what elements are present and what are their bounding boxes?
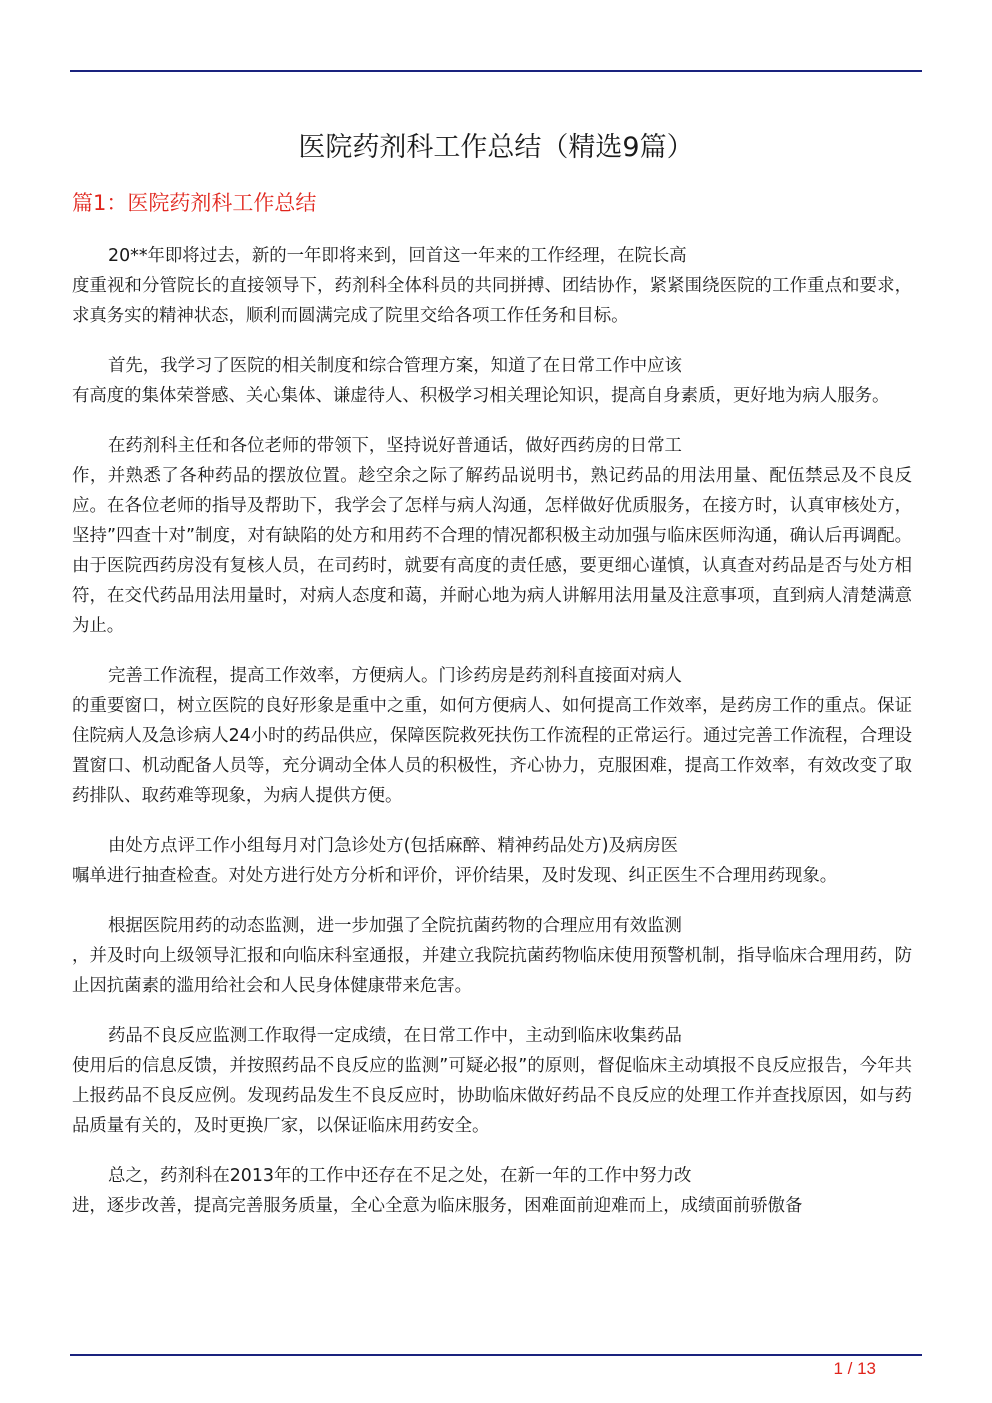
paragraph [72, 1021, 912, 1141]
paragraph [72, 911, 912, 1001]
paragraph-first-line: 由处方点评工作小组每月对门急诊处方(包括麻醉、精神药品处方)及病房医 [108, 836, 679, 856]
paragraph-text: 的重要窗口，树立医院的良好形象是重中之重，如何方便病人、如何提高工作效率，是药房工作的重点。保证住院病人及急诊病人24小时的药品供应，保障医院救死扶伤工作流程的正常运行。通过完善工作流程，合理设置窗口、机动配备人员等，充分调动全体人员的积极性，齐心协力，克服困难，提高工作效率，有效改变了取药排队、取药难等现象，为病人提供方便。 [72, 696, 912, 806]
paragraph-text: ，并及时向上级领导汇报和向临床科室通报，并建立我院抗菌药物临床使用预警机制，指导临床合理用药，防止因抗菌素的滥用给社会和人民身体健康带来危害。 [72, 946, 912, 996]
paragraph-first-line: 药品不良反应监测工作取得一定成绩，在日常工作中，主动到临床收集药品 [108, 1026, 682, 1046]
paragraph-first-line: 在药剂科主任和各位老师的带领下，坚持说好普通话，做好西药房的日常工 [108, 436, 682, 456]
paragraph [72, 1161, 912, 1221]
paragraph-first-line: 根据医院用药的动态监测，进一步加强了全院抗菌药物的合理应用有效监测 [108, 916, 682, 936]
paragraph-text: 进，逐步改善，提高完善服务质量，全心全意为临床服务，困难面前迎难而上，成绩面前骄傲备 [72, 1196, 803, 1216]
footer-rule [70, 1354, 922, 1356]
paragraph [72, 831, 912, 891]
document-title: 医院药剂科工作总结（精选9篇） [298, 132, 694, 163]
paragraph [72, 241, 912, 331]
paragraph-text: 作，并熟悉了各种药品的摆放位置。趁空余之际了解药品说明书，熟记药品的用法用量、配伍禁忌及不良反应。在各位老师的指导及帮助下，我学会了怎样与病人沟通，怎样做好优质服务，在接方时，认真审核处方，坚持”四查十对”制度，对有缺陷的处方和用药不合理的情况都积极主动加强与临床医师沟通，确认后再调配。由于医院西药房没有复核人员，在司药时，就要有高度的责任感，要更细心谨慎，认真查对药品是否与处方相符，在交代药品用法用量时，对病人态度和蔼，并耐心地为病人讲解用法用量及注意事项，直到病人清楚满意为止。 [72, 466, 912, 636]
page-number: 1 / 13 [833, 1359, 876, 1378]
paragraph-first-line: 总之，药剂科在2013年的工作中还存在不足之处，在新一年的工作中努力改 [108, 1166, 692, 1186]
paragraph-first-line: 首先，我学习了医院的相关制度和综合管理方案，知道了在日常工作中应该 [108, 356, 682, 376]
paragraph-first-line: 完善工作流程，提高工作效率，方便病人。门诊药房是药剂科直接面对病人 [108, 666, 682, 686]
document-body [72, 241, 912, 1241]
paragraph-text: 嘱单进行抽查检查。对处方进行处方分析和评价，评价结果，及时发现、纠正医生不合理用药现象。 [72, 866, 838, 886]
paragraph-text: 度重视和分管院长的直接领导下，药剂科全体科员的共同拼搏、团结协作，紧紧围绕医院的工作重点和要求，求真务实的精神状态，顺利而圆满完成了院里交给各项工作任务和目标。 [72, 276, 912, 326]
paragraph-text: 使用后的信息反馈，并按照药品不良反应的监测”可疑必报”的原则，督促临床主动填报不良反应报告，今年共上报药品不良反应例。发现药品发生不良反应时，协助临床做好药品不良反应的处理工作并查找原因，如与药品质量有关的，及时更换厂家，以保证临床用药安全。 [72, 1056, 912, 1136]
header-rule [70, 70, 922, 72]
section-heading: 篇1：医院药剂科工作总结 [72, 191, 317, 215]
paragraph-text: 有高度的集体荣誉感、关心集体、谦虚待人、积极学习相关理论知识，提高自身素质，更好地为病人服务。 [72, 386, 890, 406]
paragraph [72, 661, 912, 811]
paragraph [72, 351, 912, 411]
paragraph [72, 431, 912, 641]
paragraph-first-line: 20**年即将过去，新的一年即将来到，回首这一年来的工作经理，在院长高 [108, 246, 687, 266]
